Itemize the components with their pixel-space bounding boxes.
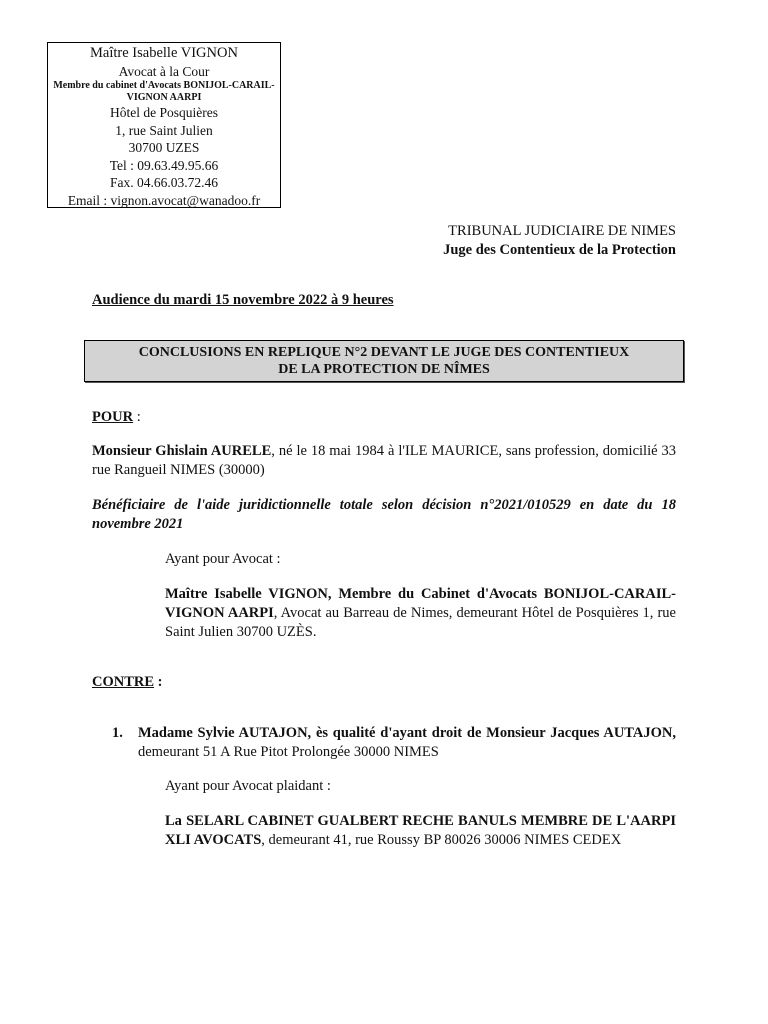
lawyer-address-2: 1, rue Saint Julien	[115, 122, 213, 138]
lawyer-title: Avocat à la Cour	[118, 63, 210, 79]
court-name: TRIBUNAL JUDICIAIRE DE NIMES	[448, 223, 676, 239]
party-counsel-intro: Ayant pour Avocat plaidant :	[165, 778, 331, 794]
client-counsel-intro: Ayant pour Avocat :	[165, 551, 281, 567]
party-counsel-name: La SELARL CABINET GUALBERT RECHE BANULS MEMBRE DE L'AARPI XLI AVOCATS	[165, 813, 676, 848]
party-counsel-paragraph	[165, 812, 676, 850]
contre-label: CONTRE	[92, 674, 155, 690]
document-title-line-1: CONCLUSIONS EN REPLIQUE N°2 DEVANT LE JUGE DES CONTENTIEUX	[138, 345, 630, 360]
lawyer-email: Email : vignon.avocat@wanadoo.fr	[67, 192, 261, 208]
opposing-party-1	[112, 724, 676, 762]
lawyer-firm: Membre du cabinet d'Avocats BONIJOL-CARAIL-VIGNON AARPI	[53, 80, 275, 103]
party-paragraph	[138, 724, 676, 762]
pour-heading	[92, 409, 141, 426]
document-title-line-2: DE LA PROTECTION DE NÎMES	[278, 362, 490, 377]
lawyer-fax: Fax. 04.66.03.72.46	[110, 175, 218, 190]
lawyer-name: Maître Isabelle VIGNON	[90, 45, 238, 61]
court-heading	[443, 222, 676, 260]
client-counsel-details: , Avocat au Barreau de Nimes, demeurant Hôtel de Posquières 1, rue Saint Julien 30700 UZÈS.	[165, 605, 676, 640]
contre-separator: :	[154, 674, 163, 690]
contre-heading	[92, 674, 163, 691]
party-number: 1.	[112, 725, 123, 741]
legal-aid-notice: Bénéficiaire de l'aide juridictionnelle totale selon décision n°2021/010529 en date du 18 novembre 2021	[92, 497, 676, 532]
party-counsel-details: , demeurant 41, rue Roussy BP 80026 30006 NIMES CEDEX	[261, 832, 622, 848]
lawyer-letterhead-box	[47, 42, 281, 208]
party-details: demeurant 51 A Rue Pitot Prolongée 30000 NIMES	[138, 744, 439, 760]
lawyer-address-1: Hôtel de Posquières	[110, 105, 218, 120]
lawyer-phone: Tel : 09.63.49.95.66	[109, 157, 219, 173]
lawyer-address-3: 30700 UZES	[128, 140, 200, 155]
document-title-box	[84, 340, 684, 382]
party-name: Madame Sylvie AUTAJON, ès qualité d'ayant droit de Monsieur Jacques AUTAJON,	[138, 725, 676, 741]
client-counsel-paragraph	[165, 585, 676, 642]
client-counsel-name: Maître Isabelle VIGNON, Membre du Cabinet d'Avocats BONIJOL-CARAIL-VIGNON AARPI	[165, 586, 676, 621]
client-name: Monsieur Ghislain AURELE	[92, 443, 272, 459]
hearing-date: Audience du mardi 15 novembre 2022 à 9 heures	[92, 292, 394, 308]
client-details: , né le 18 mai 1984 à l'ILE MAURICE, sans profession, domicilié 33 rue Rangueil NIMES (30000)	[92, 443, 676, 478]
pour-separator: :	[133, 409, 141, 425]
pour-label: POUR	[92, 409, 134, 425]
client-paragraph	[92, 442, 676, 480]
court-chamber: Juge des Contentieux de la Protection	[443, 242, 676, 258]
